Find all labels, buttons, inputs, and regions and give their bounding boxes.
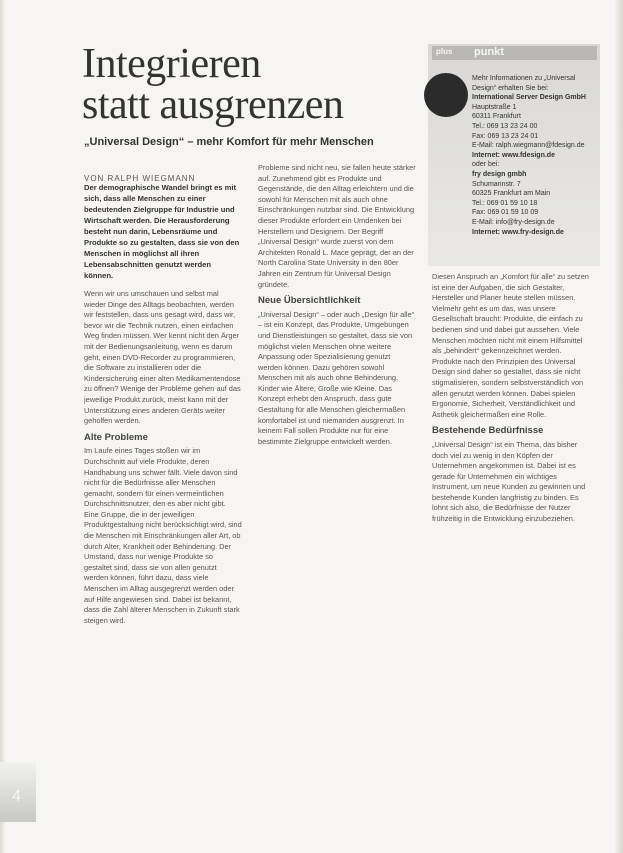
lead-paragraph: Der demographische Wandel bringt es mit sich, dass alle Menschen zu einer bedeutenden Zielgruppe für Industrie und Wirtschaft werden. Die Herausforderung besteht nun darin, Lebensräume und Produkte so zu gestalten, dass sie von den Menschen in möglichst all ihren Lebensabschnitten genutzt werden können. (84, 183, 240, 280)
section-heading-alte-probleme: Alte Probleme (84, 431, 148, 443)
sidebar-label-word: punkt (474, 46, 504, 58)
org1-city: 60311 Frankfurt (472, 113, 521, 121)
sidebar-contact-text (472, 74, 598, 237)
title-line-2: statt ausgrenzen (82, 82, 344, 128)
text-column-3 (432, 272, 592, 853)
article-title (82, 41, 412, 128)
body-paragraph: Im Laufe eines Tages stoßen wir im Durchschnitt auf viele Produkte, deren Handhabung uns schwer fällt. Viele davon sind nicht für die Bedürfnisse aller Menschen gemacht, sondern für einen vermeintlichen Durchschnittsnutzer, den es aber nicht gibt. Eine Gruppe, die in der jeweiligen Produktgestaltung nicht berücksichtigt wird, sind die Menschen mit Einschränkungen aller Art, ob durch Alter, Krankheit oder Behinderung. Der Umstand, dass nur wenige Produkte so gestaltet sind, dass sie von allen genutzt werden können, führt dazu, dass viele Menschen im Alltag ausgegrenzt werden oder auf Hilfe angewiesen sind. Dabei ist bekannt, dass die Zahl älterer Menschen in Zukunft stark steigen wird. (84, 446, 242, 625)
org2-mail: E-Mail: info@fry-design.de (472, 218, 555, 226)
org2-name: fry design gmbh (472, 170, 527, 178)
sidebar-intro: Mehr Informationen zu „Universal Design“ erhalten Sie bei: (472, 75, 576, 92)
body-paragraph: „Universal Design“ ist ein Thema, das bisher doch viel zu wenig in den Köpfen der Unternehmen angekommen ist. Dabei ist es gerade für Unternehmen ein wichtiges Instrument, um neue Kunden zu gewinnen und bestehende Kunden langfristig zu binden. Es lohnt sich also, die Bedürfnisse der Nutzer frühzeitig in die Entwicklung einzubeziehen. (432, 439, 586, 524)
org2-city: 60325 Frankfurt am Main (472, 190, 551, 198)
section-heading-bestehende-beduerfnisse: Bestehende Bedürfnisse (432, 425, 544, 437)
org1-street: Hauptstraße 1 (472, 103, 517, 111)
body-paragraph: „Universal Design“ – oder auch „Design für alle“ – ist ein Konzept, das Produkte, Umgebungen und Dienstleistungen so gestaltet, dass sie von möglichst vielen Menschen ohne weitere Anpassung oder Spezialisierung genutzt werden können. Dazu gehören sowohl Menschen mit als auch ohne Behinderung, Kinder wie Ältere, Große wie Kleine. Das Konzept erhebt den Anspruch, dass gute Gestaltung für alle Menschen gleichermaßen komfortabel ist und niemanden ausgrenzt. In keinem Fall sollen Produkte nur für eine bestimmte Zielgruppe entwickelt werden. (258, 309, 415, 446)
org1-mail: E-Mail: ralph.wiegmann@fdesign.de (472, 142, 585, 150)
body-paragraph: Wenn wir uns umschauen und selbst mal wieder Dinge des Alltags beobachten, werden wir feststellen, dass uns gesagt wird, dass wir, bevor wir die Technik nutzen, einen einfachen Weg finden müssen. Wer kennt nicht den Ärger mit der Bedienungsanleitung, wenn es darum geht, einen DVD-Recorder zu programmieren, die Software zu installieren oder die Kindersicherung einer alten Medikamentendose zu öffnen? Wenige der Probleme gehen auf das jeweilige Produkt zurück, meist kann mit der Unterstützung eines anderen Geräts weiter geholfen werden. (84, 289, 241, 426)
text-column-1 (84, 182, 242, 850)
section-heading-neue-uebersichtlichkeit: Neue Übersichtlichkeit (258, 295, 361, 307)
sidebar-or: oder bei: (472, 161, 500, 169)
org1-name: International Server Design GmbH (472, 94, 586, 102)
page-number: 4 (12, 788, 21, 805)
org1-tel: Tel.: 069 13 23 24 00 (472, 122, 538, 130)
org2-tel: Tel.: 069 01 59 10 18 (472, 199, 538, 207)
article-subtitle: „Universal Design“ – mehr Komfort für mehr Menschen (84, 136, 374, 148)
body-paragraph: Diesen Anspruch an „Komfort für alle“ zu setzen ist eine der Aufgaben, die sich Gestalter, Hersteller und Planer heute stellen müssen. Vielmehr geht es um das, was unsere Gesellschaft braucht: Produkte, die einfach zu bedienen sind und dabei gut aussehen. Viele Menschen möchten nicht mit einem Hilfsmittel als „behindert“ gekennzeichnet werden. Produkte nach den Prinzipien des Universal Design sind daher so gestaltet, dass sie nicht stigmatisieren, sondern selbstverständlich von allen genutzt werden können. Dabei spielen Ergonomie, Sicherheit, Verständlichkeit und Ästhetik gleichermaßen eine Rolle. (432, 272, 589, 419)
page-edge-shadow (614, 0, 623, 853)
org1-web: Internet: www.fdesign.de (472, 151, 555, 159)
page-number-tab (0, 762, 36, 822)
body-paragraph: Probleme sind nicht neu, sie fallen heute stärker auf. Zunehmend gibt es Produkte und Gegenstände, die den Alltag erleichtern und die sowohl für Menschen mit als auch ohne Einschränkungen nutzbar sind. Die Entwicklung dieser Produkte erfordert ein Umdenken bei Herstellern und Designern. Der Begriff „Universal Design“ wurde zuerst von dem Architekten Ronald L. Mace geprägt, der an der North Carolina State University in den 80er Jahren ein Zentrum für Universal Design gründete. (258, 163, 416, 289)
org1-fax: Fax: 069 13 23 24 01 (472, 132, 539, 140)
sidebar-dot-icon (424, 73, 468, 117)
page-gutter-shadow (0, 0, 6, 853)
org2-web: Internet: www.fry-design.de (472, 228, 564, 236)
org2-street: Schumannstr. 7 (472, 180, 521, 188)
org2-fax: Fax: 069 01 59 10 09 (472, 209, 539, 217)
text-column-2 (258, 163, 416, 853)
sidebar-label-bar (432, 46, 597, 60)
byline: VON RALPH WIEGMANN (84, 174, 196, 183)
sidebar-label-prefix: plus (436, 47, 453, 56)
title-line-1: Integrieren (82, 41, 261, 87)
